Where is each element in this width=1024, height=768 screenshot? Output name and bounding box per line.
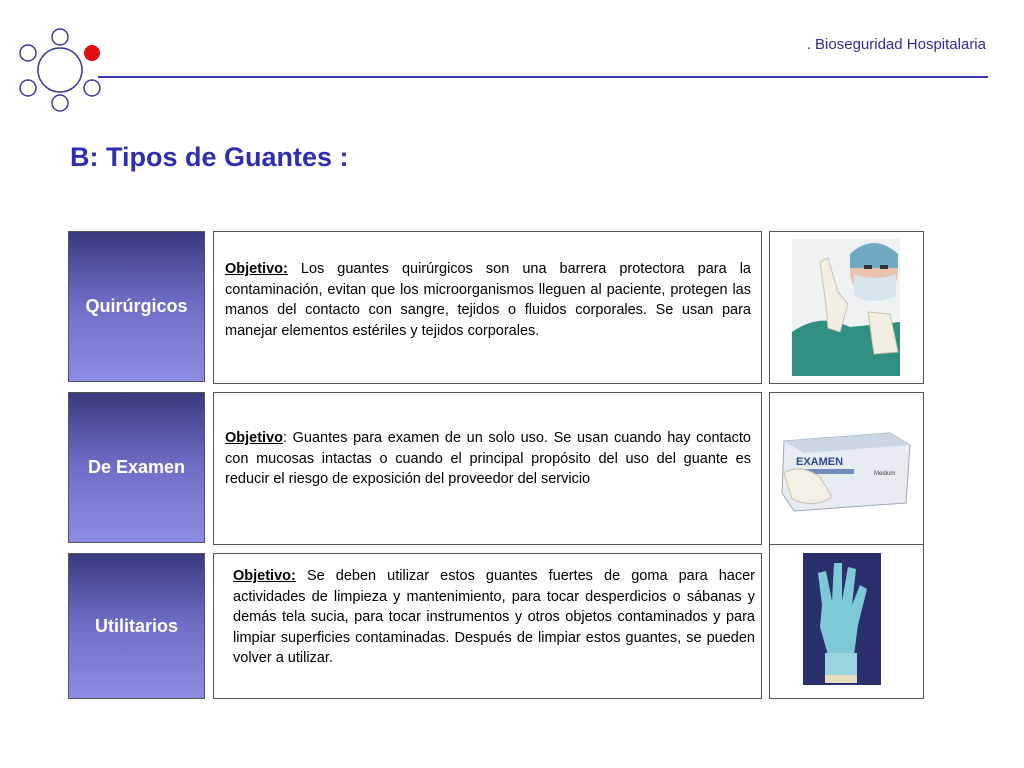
label-text: Quirúrgicos — [85, 296, 188, 316]
description-quirurgicos — [213, 231, 762, 384]
glove-box-label: EXAMEN — [796, 456, 844, 468]
objective-label: Objetivo: — [225, 261, 288, 277]
header-title: . Bioseguridad Hospitalaria — [806, 36, 986, 53]
objective-label: Objetivo: — [233, 568, 296, 584]
glove-size-label: Medium — [874, 471, 896, 477]
label-text: De Examen — [87, 457, 186, 477]
glove-box-picture — [770, 393, 923, 544]
logo-icon — [15, 25, 110, 115]
label-text: Utilitarios — [94, 615, 178, 636]
description-examen — [213, 392, 762, 545]
image-exam-gloves-box — [769, 392, 924, 545]
description-text: Los guantes quirúrgicos son una barrera protectora para la contaminación, evitan que los microorganismos lleguen al paciente, protegen las manos del contacto con sangre, tejidos o fluidos corporales. Se usan para manejar elementos estériles y tejidos corporales. — [225, 261, 751, 339]
label-utilitarios — [68, 553, 205, 699]
description-utilitarios — [213, 553, 762, 699]
description-text: : Guantes para examen de un solo uso. Se usan cuando hay contacto con mucosas intactas o cuando el principal propósito del uso del guante es reducir el riesgo de exposición del proveedor del servicio — [225, 430, 751, 487]
surgeon-gloves-picture — [770, 232, 923, 383]
image-surgeon — [769, 231, 924, 384]
label-quirurgicos — [68, 231, 205, 382]
objective-label: Objetivo — [225, 430, 284, 446]
description-text: Se deben utilizar estos guantes fuertes de goma para hacer actividades de limpieza y mantenimiento, para tocar desperdicios o sábanas y demás tela sucia, para tocar instrumentos y otros objetos contaminados y para limpiar superficies contaminadas. Después de limpiar estos guantes, se pueden volver a utilizar. — [233, 568, 755, 666]
label-examen — [68, 392, 205, 543]
image-utility-glove — [769, 545, 924, 699]
rubber-glove-picture — [770, 545, 923, 697]
header-divider — [98, 76, 988, 78]
page-title: B: Tipos de Guantes : — [70, 142, 349, 172]
